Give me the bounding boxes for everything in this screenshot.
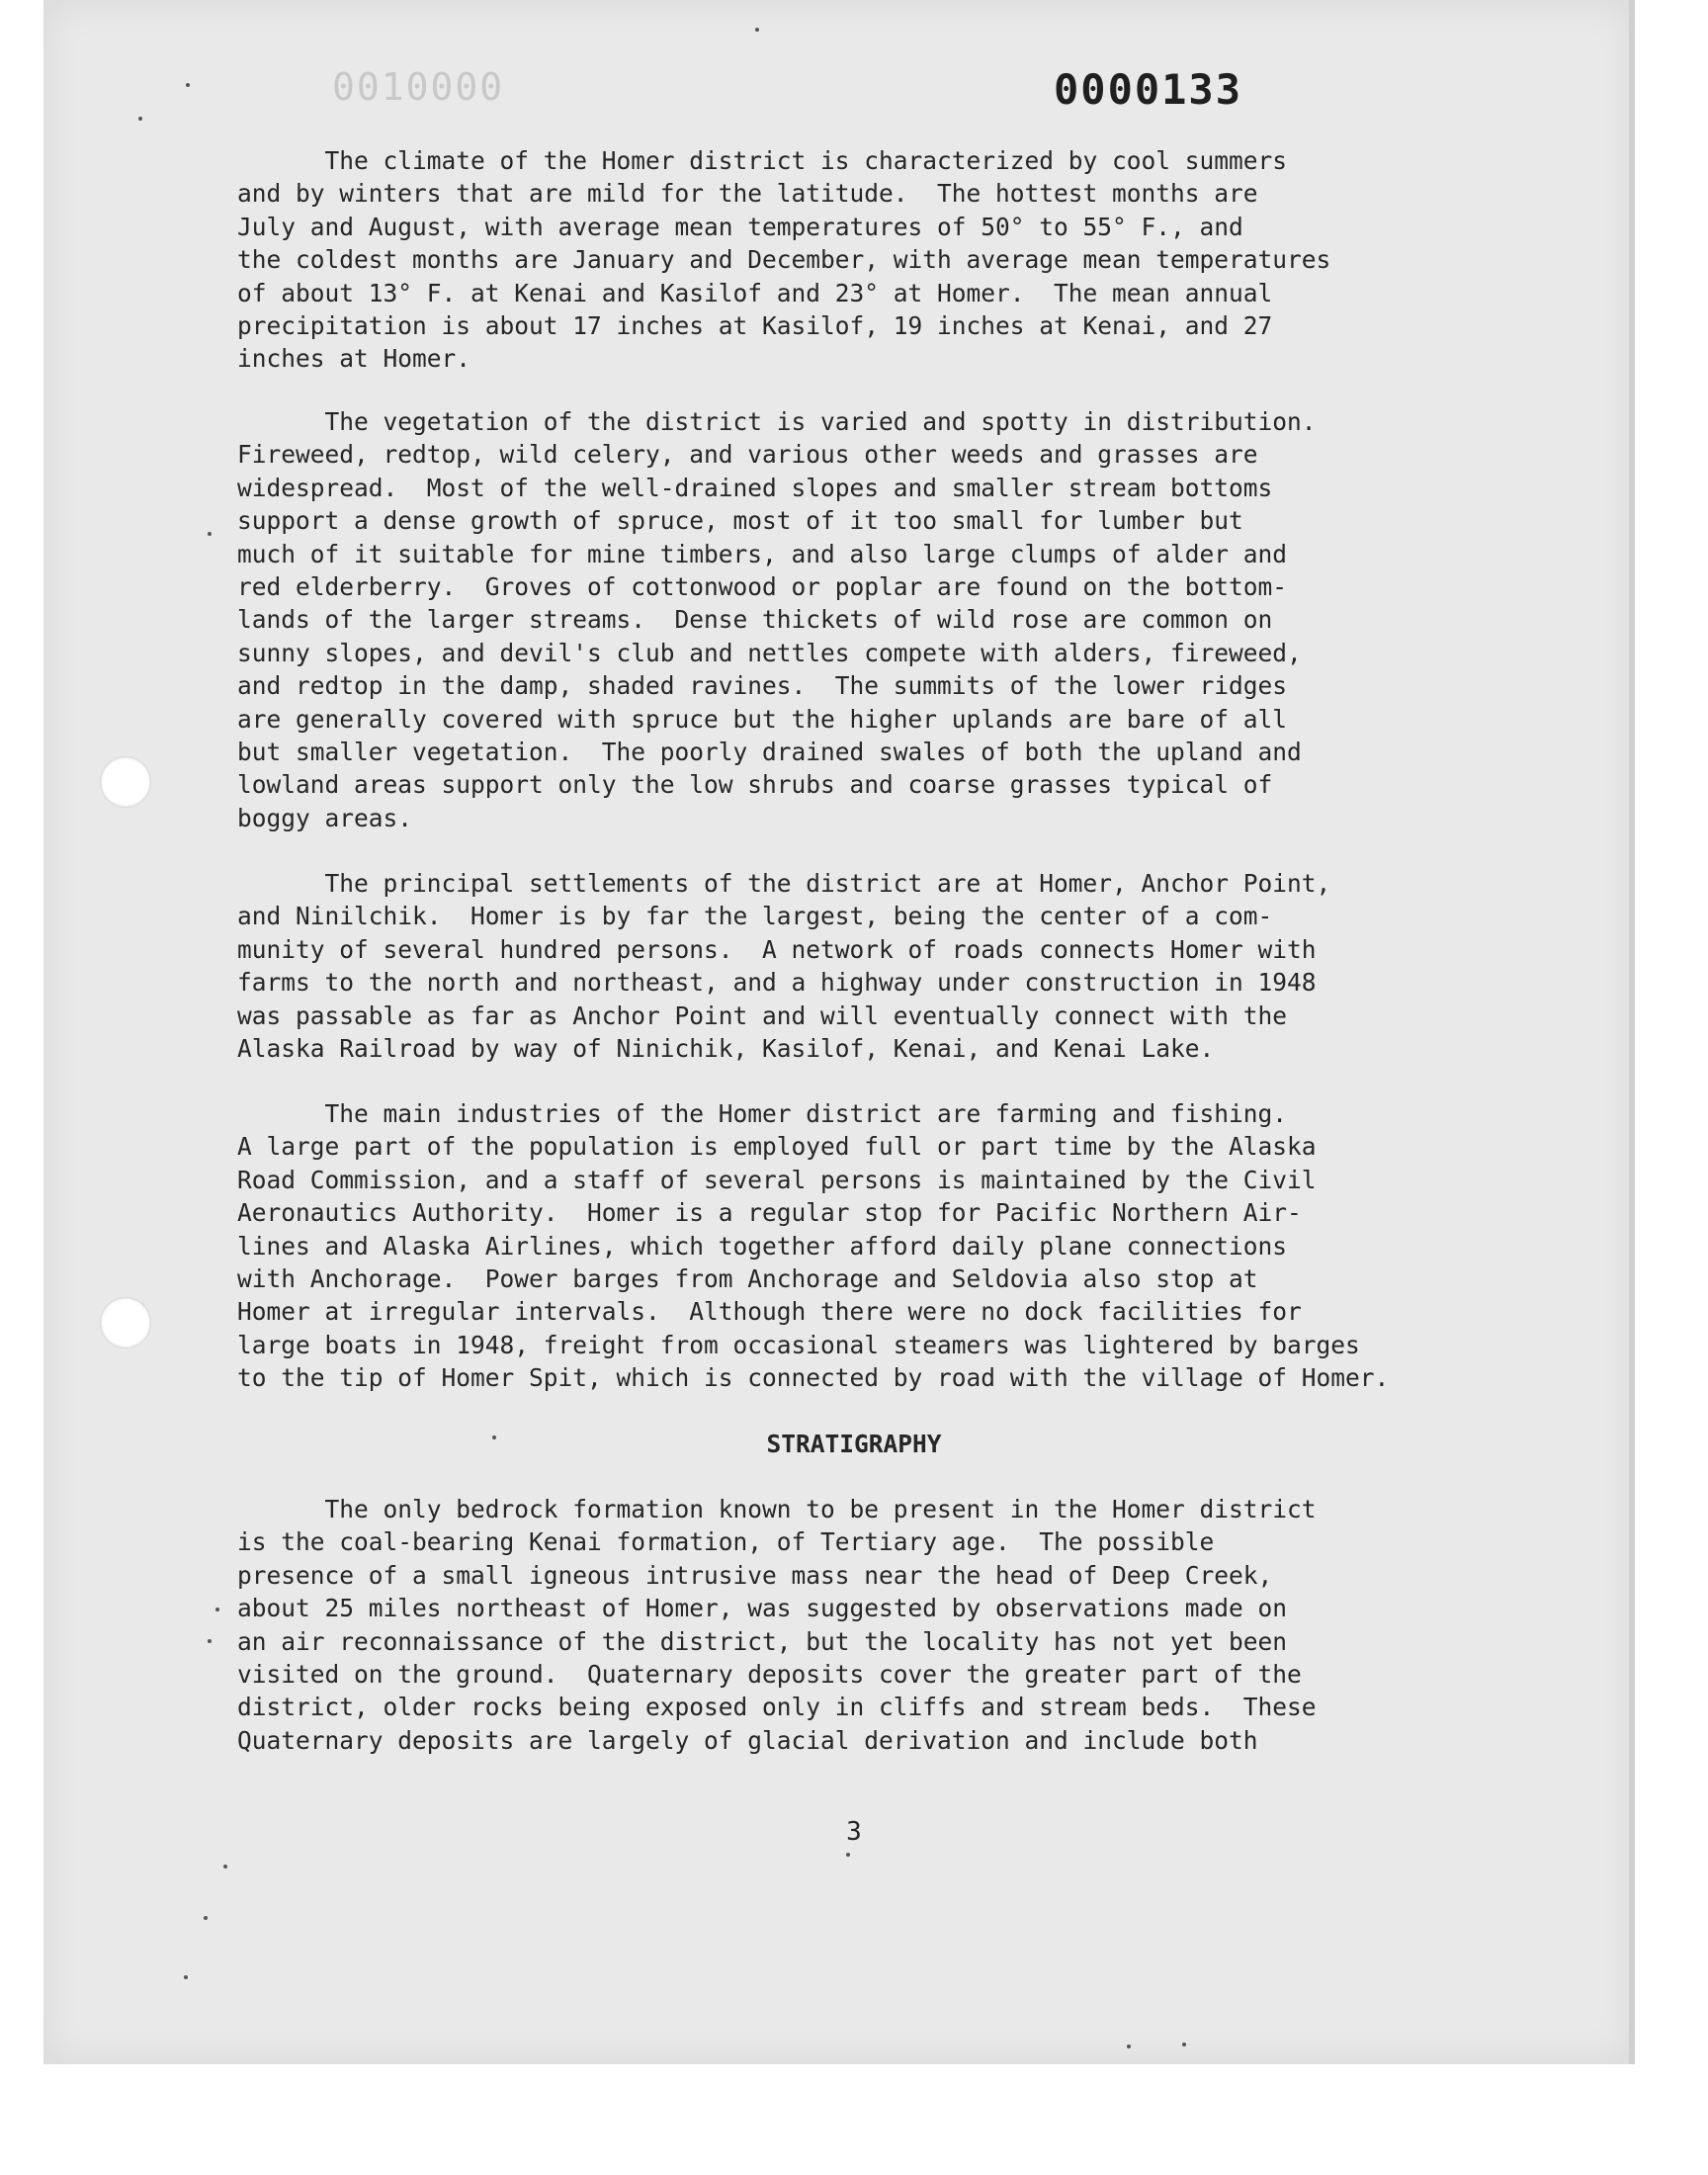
paragraph-settlements: The principal settlements of the district are at Homer, Anchor Point, and Ninilchik. Homer is by far the largest, being the center of a com- munity of several hundred persons. A network of roads connects Homer with farms to the north and northeast, and a highway under construction in 1948 was passable as far as Anchor Point and will eventually connect with the Alaska Railroad by way of Ninichik, Kasilof, Kenai, and Kenai Lake. — [237, 869, 1331, 1064]
punch-hole-icon — [100, 1297, 151, 1348]
section-heading-stratigraphy: STRATIGRAPHY — [766, 1430, 942, 1458]
paragraph-stratigraphy: The only bedrock formation known to be present in the Homer district is the coal-bearing Kenai formation, of Tertiary age. The possible presence of a small igneous intrusive mass near the head of Deep Creek, about 25 miles northeast of Homer, was suggested by observations made on an air reconnaissance of the district, but the locality has not yet been visited on the ground. Quaternary deposits cover the greater part of the district, older rocks being exposed only in cliffs and stream beds. These Quaternary deposits are largely of glacial derivation and include both — [237, 1495, 1317, 1755]
scan-speck — [755, 28, 759, 32]
paragraph-vegetation: The vegetation of the district is varied and spotty in distribution. Fireweed, redtop, wild celery, and various other weeds and grasses are widespread. Most of the well-drained slopes and smaller stream bottoms support a dense growth of spruce, most of it too small for lumber but much of it suitable for mine timbers, and also large clumps of alder and red elderberry. Groves of cottonwood or poplar are found on the bottom- lands of the larger streams. Dense thickets of wild rose are common on sunny slopes, and devil's club and nettles compete with alders, fireweed, and redtop in the damp, shaded ravines. The summits of the lower ridges are generally covered with spruce but the higher uplands are bare of all but smaller vegetation. The poorly drained swales of both the upland and lowland areas support only the low shrubs and coarse grasses typical of boggy areas. — [237, 407, 1317, 832]
document-number: 0000133 — [1054, 65, 1243, 114]
scan-speck — [1182, 2043, 1186, 2046]
punch-hole-icon — [100, 756, 151, 808]
scan-speck — [184, 1975, 188, 1979]
paragraph-climate: The climate of the Homer district is characterized by cool summers and by winters that are mild for the latitude. The hottest months are July and August, with average mean temperatures of 50° to 55° F., and the coldest months are January and December, with average mean temperatures of about 13° F. at Kenai and Kasilof and 23° at Homer. The mean annual precipitation is about 17 inches at Kasilof, 19 inches at Kenai, and 27 inches at Homer. — [237, 146, 1331, 374]
scan-speck — [215, 1608, 219, 1611]
scan-speck — [204, 1916, 208, 1920]
scan-speck — [138, 117, 142, 121]
faint-document-number: 0010000 — [332, 65, 505, 109]
page-number: 3 — [846, 1817, 862, 1847]
scan-speck — [1127, 2044, 1131, 2048]
scan-speck — [492, 1436, 496, 1439]
scan-speck — [186, 83, 190, 87]
page-edge — [1629, 0, 1635, 2064]
scan-speck — [223, 1865, 227, 1869]
paragraph-industries: The main industries of the Homer district are farming and fishing. A large part of the population is employed full or part time by the Alaska Road Commission, and a staff of several persons is maintained by the Civil Aeronautics Authority. Homer is a regular stop for Pacific Northern Air- lines and Alaska Airlines, which together afford daily plane connections with Anchorage. Power barges from Anchorage and Seldovia also stop at Homer at irregular intervals. Although there were no dock facilities for large boats in 1948, freight from occasional steamers was lightered by barges to the tip of Homer Spit, which is connected by road with the village of Homer. — [237, 1099, 1390, 1393]
scan-speck — [208, 532, 212, 536]
scan-speck — [846, 1853, 850, 1857]
scan-speck — [208, 1639, 212, 1643]
